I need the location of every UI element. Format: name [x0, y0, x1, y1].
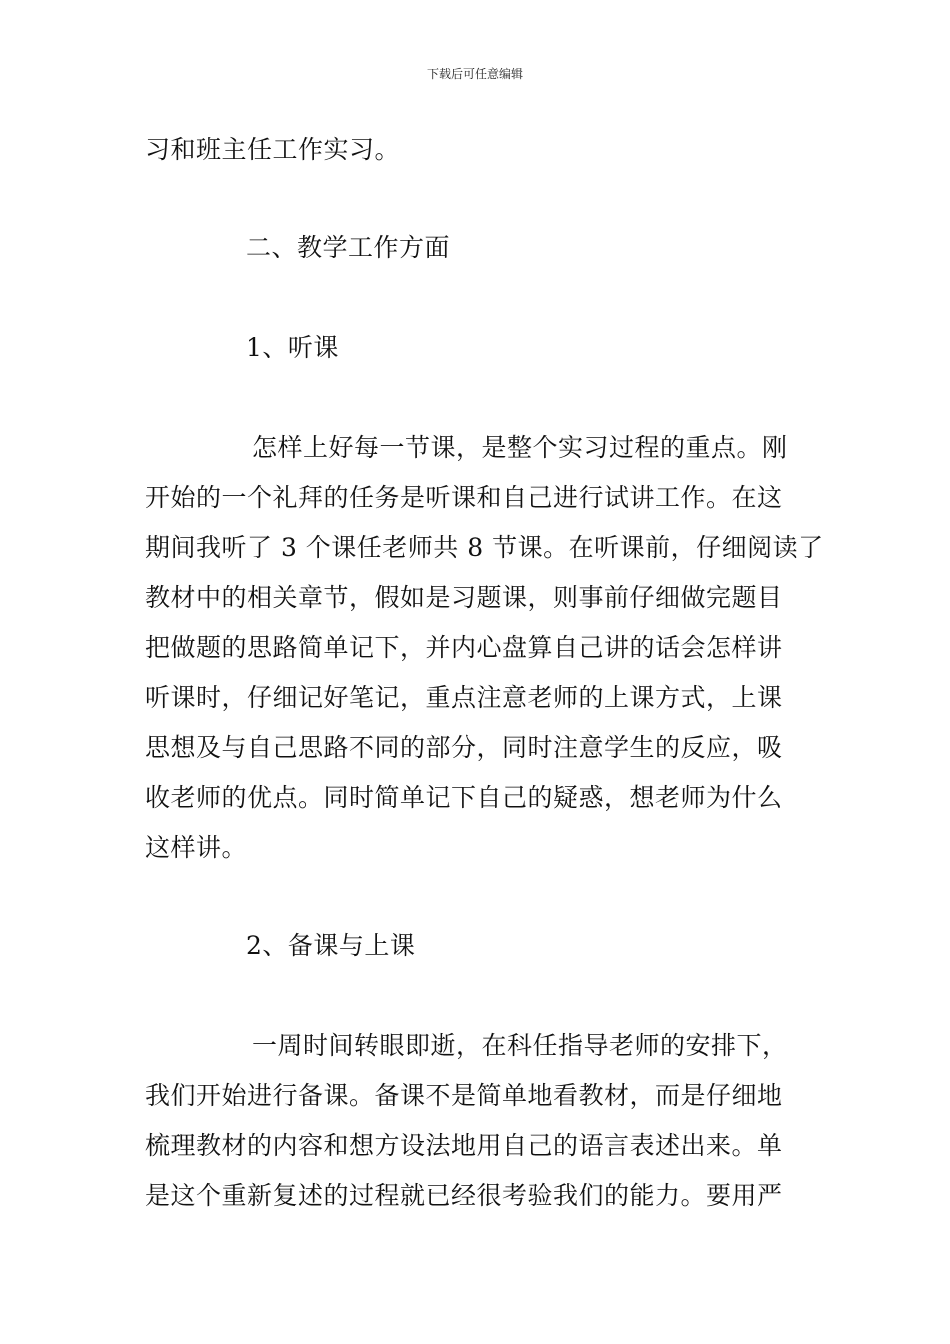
paragraph-line: 听课时，仔细记好笔记，重点注意老师的上课方式，上课 [145, 683, 783, 712]
paragraph-line: 收老师的优点。同时简单记下自己的疑惑，想老师为什么 [145, 783, 783, 812]
intro-tail-line: 习和班主任工作实习。 [145, 135, 401, 164]
paragraph-line: 期间我听了 3 个课任老师共 8 节课。在听课前，仔细阅读了 [145, 533, 824, 562]
section-heading: 二、教学工作方面 [246, 233, 451, 262]
paragraph-line: 把做题的思路简单记下，并内心盘算自己讲的话会怎样讲 [145, 633, 783, 662]
paragraph-line: 是这个重新复述的过程就已经很考验我们的能力。要用严 [145, 1181, 783, 1210]
subsection-heading-lesson-prep: 2、备课与上课 [246, 931, 416, 960]
paragraph-line: 一周时间转眼即逝，在科任指导老师的安排下， [252, 1031, 788, 1060]
paragraph-line: 教材中的相关章节，假如是习题课，则事前仔细做完题目 [145, 583, 783, 612]
paragraph-line: 梳理教材的内容和想方设法地用自己的语言表述出来。单 [145, 1131, 783, 1160]
paragraph-line: 开始的一个礼拜的任务是听课和自己进行试讲工作。在这 [145, 483, 783, 512]
paragraph-line: 思想及与自己思路不同的部分，同时注意学生的反应，吸 [145, 733, 783, 762]
subsection-heading-listening: 1、听课 [246, 333, 339, 362]
paragraph-line: 怎样上好每一节课，是整个实习过程的重点。刚 [252, 433, 788, 462]
paragraph-line: 这样讲。 [145, 833, 248, 862]
page-header-note: 下载后可任意编辑 [426, 67, 523, 81]
paragraph-line: 我们开始进行备课。备课不是简单地看教材，而是仔细地 [145, 1081, 783, 1110]
